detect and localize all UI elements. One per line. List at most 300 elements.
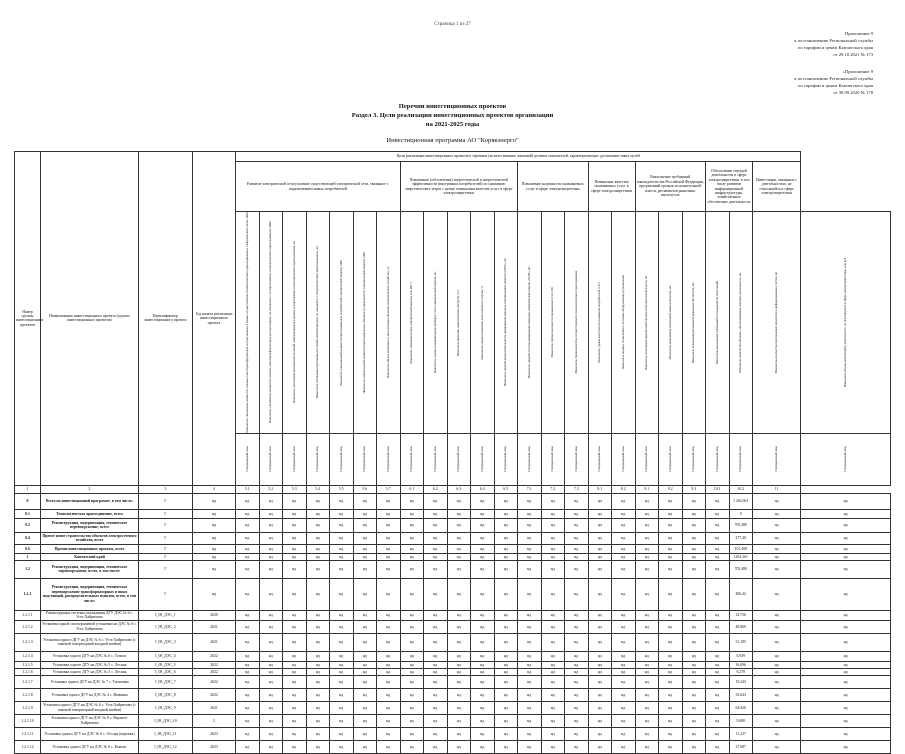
row-value-empty: нд xyxy=(330,610,354,620)
row-value-empty: нд xyxy=(518,675,542,688)
row-value-empty: нд xyxy=(635,493,659,509)
row-value-empty: нд xyxy=(612,675,636,688)
row-value-empty: нд xyxy=(635,668,659,675)
row-project-name: Установка одной газопоршневой установки на ДЭС № 6 с. Усть-Хайрюзово xyxy=(41,620,139,633)
column-number: 11 xyxy=(753,485,801,493)
row-value-empty: нд xyxy=(682,727,706,740)
row-value-empty: нд xyxy=(400,610,424,620)
row-value-empty: нд xyxy=(236,610,260,620)
row-value-empty: нд xyxy=(565,740,589,753)
row-value-empty: нд xyxy=(259,610,283,620)
row-value-empty: нд xyxy=(612,544,636,553)
row-value-empty: нд xyxy=(447,560,471,578)
row-value-empty: нд xyxy=(612,578,636,610)
plan-label-cell xyxy=(236,433,260,485)
row-value-empty: нд xyxy=(236,740,260,753)
row-value-empty: нд xyxy=(588,714,612,727)
row-project-id: I_08_ДЭС_2 xyxy=(139,620,193,633)
row-project-name: Установка одного ДГУ на ДЭС № 6 с. Оссора (кировка) xyxy=(41,727,139,740)
row-project-id: I_08_ДЭС_7 xyxy=(139,675,193,688)
plan-label-cell xyxy=(306,433,330,485)
row-value-empty: нд xyxy=(801,578,891,610)
row-value-empty: нд xyxy=(330,714,354,727)
row-value-empty: нд xyxy=(306,661,330,668)
row-value-empty: нд xyxy=(424,518,448,532)
row-value-empty: нд xyxy=(377,493,401,509)
row-value-empty: нд xyxy=(283,727,307,740)
row-value-empty: нд xyxy=(377,688,401,701)
row-value-empty: нд xyxy=(283,518,307,532)
row-value-empty: нд xyxy=(377,620,401,633)
row-value-empty: нд xyxy=(353,701,377,714)
indicator-header xyxy=(612,212,636,434)
appendix-line: по тарифам и ценам Камчатского края xyxy=(798,45,873,50)
row-project-id: I_08_ДЭС_9 xyxy=(139,701,193,714)
row-project-name: Установка одного ДГУ на ДЭС № 6 с. Каменс xyxy=(41,740,139,753)
row-value-empty: нд xyxy=(330,661,354,668)
row-value-empty: нд xyxy=(494,668,518,675)
row-value-empty: нд xyxy=(424,727,448,740)
indicator-description: Показатель максимальной мощности присоединяемых потребителей электрической энергии, МВт xyxy=(338,259,343,386)
row-value-empty: нд xyxy=(682,740,706,753)
row-value-empty: нд xyxy=(706,544,730,553)
plan-label-cell xyxy=(283,433,307,485)
plan-label: Утвержденный план xyxy=(244,446,249,473)
row-value-empty: нд xyxy=(518,509,542,518)
row-value-empty: нд xyxy=(565,651,589,661)
row-value-empty: нд xyxy=(353,688,377,701)
row-value-empty: нд xyxy=(330,493,354,509)
row-value-empty: нд xyxy=(283,560,307,578)
row-value-empty: нд xyxy=(353,668,377,675)
row-project-name: Реконструкция, модернизация, техническое перевооружение, всего xyxy=(41,518,139,532)
plan-label-cell xyxy=(659,433,683,485)
row-value-empty: нд xyxy=(588,532,612,544)
row-value-empty: нд xyxy=(330,701,354,714)
row-value-empty: нд xyxy=(306,509,330,518)
row-value-empty: нд xyxy=(306,610,330,620)
plan-label: Утвержденный план xyxy=(667,446,672,473)
row-value-empty: нд xyxy=(330,727,354,740)
plan-label: Утвержденный план xyxy=(526,446,531,473)
row-value-empty: нд xyxy=(682,620,706,633)
row-value-empty: нд xyxy=(377,578,401,610)
row-value-empty: нд xyxy=(565,727,589,740)
indicator-header xyxy=(447,212,471,434)
row-value-empty: нд xyxy=(283,553,307,560)
row-value-empty: нд xyxy=(447,544,471,553)
row-project-name: Установка одного ДГУ на ДЭС № 5 с. Лесная xyxy=(41,661,139,668)
row-value-10-2: 101,408 xyxy=(729,544,753,553)
row-value-empty: нд xyxy=(612,727,636,740)
indicator-header xyxy=(635,212,659,434)
row-value-empty: нд xyxy=(753,740,801,753)
row-value-empty: нд xyxy=(400,701,424,714)
row-start-year: 2023 xyxy=(193,727,236,740)
row-value-empty: нд xyxy=(801,560,891,578)
row-value-empty: нд xyxy=(801,544,891,553)
row-value-empty: нд xyxy=(447,714,471,727)
row-value-empty: нд xyxy=(682,518,706,532)
goal-group-header: Инвестиции, связанные с деятельностью, не относящейся к сфере электроэнергетики xyxy=(753,162,801,212)
row-value-empty: нд xyxy=(353,633,377,651)
appendix-line: к постановлению Региональной службы xyxy=(794,76,873,81)
indicator-description: Показатель максимальной мощности присоединяемых объектов по производству электрической энергии, МВт xyxy=(362,251,367,394)
row-value-empty: нд xyxy=(471,740,495,753)
row-value-empty: нд xyxy=(494,610,518,620)
header-goals-title: Цели реализации инвестиционных проектов в терминах (количественных значений) целевых показателей, характеризующих достижение таких целей xyxy=(236,152,801,162)
row-value-empty: нд xyxy=(565,688,589,701)
row-value-empty: нд xyxy=(259,675,283,688)
row-value-empty: нд xyxy=(565,544,589,553)
row-value-empty: нд xyxy=(471,544,495,553)
row-value-empty: нд xyxy=(588,701,612,714)
appendix-line: к постановлению Региональной службы xyxy=(794,38,873,43)
row-value-empty: нд xyxy=(330,651,354,661)
row-value-empty: нд xyxy=(541,727,565,740)
header-project-id: Идентификатор инвестиционного проекта xyxy=(139,152,193,486)
indicator-header xyxy=(236,212,260,434)
row-value-empty: нд xyxy=(612,493,636,509)
row-project-name: Реконструкция системы охлаждения ДГУ ДЭС № 6 с. Усть-Хайрюзово xyxy=(41,610,139,620)
row-value-empty: нд xyxy=(635,578,659,610)
row-value-empty: нд xyxy=(682,651,706,661)
row-value-empty: нд xyxy=(612,518,636,532)
row-value-empty: нд xyxy=(400,675,424,688)
row-value-empty: нд xyxy=(447,610,471,620)
row-value-empty: нд xyxy=(471,651,495,661)
row-value-empty: нд xyxy=(801,668,891,675)
row-value-empty: нд xyxy=(682,668,706,675)
row-value-empty: нд xyxy=(400,544,424,553)
row-value-empty: нд xyxy=(283,544,307,553)
row-value-empty: нд xyxy=(353,620,377,633)
row-value-empty: нд xyxy=(682,633,706,651)
row-project-name: Установка одного ДГУ на ДЭС № 5 с. Лесная xyxy=(41,668,139,675)
row-value-10-2: 33,643 xyxy=(729,688,753,701)
header-group-number: Номер группы инвестиционных проектов xyxy=(15,152,41,486)
row-value-empty: нд xyxy=(706,727,730,740)
indicator-header xyxy=(377,212,401,434)
indicator-description: Показатель количества программных продуктов и информационных систем, шт. xyxy=(773,271,778,374)
row-value-empty: нд xyxy=(377,740,401,753)
row-value-empty: нд xyxy=(635,661,659,668)
row-value-empty: нд xyxy=(588,651,612,661)
table-row xyxy=(15,714,891,727)
row-number: 1.2.1.3 xyxy=(15,633,41,651)
indicator-description: Показатель уровня качества осуществляемого технологического присоединения xyxy=(573,271,578,374)
row-value-empty: нд xyxy=(494,493,518,509)
row-value-empty: нд xyxy=(471,532,495,544)
row-value-empty: нд xyxy=(635,675,659,688)
row-value-empty: нд xyxy=(659,740,683,753)
indicator-description: Показатель снижения потерь электрической энергии, млн кВт·ч xyxy=(409,281,414,364)
row-value-empty: нд xyxy=(306,701,330,714)
row-value-empty: нд xyxy=(706,714,730,727)
plan-label-cell xyxy=(424,433,448,485)
plan-label: Утвержденный план xyxy=(597,446,602,473)
table-row xyxy=(15,544,891,553)
row-value-empty: нд xyxy=(353,714,377,727)
row-start-year: 2021 xyxy=(193,701,236,714)
row-value-empty: нд xyxy=(635,740,659,753)
row-value-empty: нд xyxy=(541,578,565,610)
row-value-empty: нд xyxy=(682,544,706,553)
row-value-empty: нд xyxy=(659,651,683,661)
row-value-empty: нд xyxy=(588,688,612,701)
row-value-empty: нд xyxy=(377,714,401,727)
row-value-empty: нд xyxy=(659,620,683,633)
column-number: 5.6 xyxy=(353,485,377,493)
row-value-10-2: 11,227 xyxy=(729,727,753,740)
row-value-empty: нд xyxy=(424,701,448,714)
row-value-empty: нд xyxy=(259,688,283,701)
row-project-id: I_08_ДЭС_11 xyxy=(139,727,193,740)
row-value-empty: нд xyxy=(353,651,377,661)
indicator-description: Показатель уровня качества обслуживания потребителей услуг xyxy=(597,282,602,363)
row-value-empty: нд xyxy=(541,714,565,727)
indicator-description: Показатель увеличения мощности силовых (авто)трансформаторов на подстанциях, не связанного с осуществлением технологического присоединения, МВА xyxy=(268,221,273,424)
row-value-empty: нд xyxy=(801,532,891,544)
plan-label: Утвержденный план xyxy=(503,446,508,473)
row-value-empty: нд xyxy=(306,493,330,509)
row-value-empty: нд xyxy=(236,560,260,578)
row-value-empty: нд xyxy=(494,651,518,661)
column-number: 5.4 xyxy=(306,485,330,493)
row-value-empty: нд xyxy=(659,578,683,610)
row-value-empty: нд xyxy=(753,553,801,560)
row-value-empty: нд xyxy=(283,620,307,633)
table-row xyxy=(15,668,891,675)
row-value-empty: нд xyxy=(283,675,307,688)
row-value-10-2: 9,680 xyxy=(729,714,753,727)
row-value-empty: нд xyxy=(400,668,424,675)
row-value-empty: нд xyxy=(635,544,659,553)
row-value-empty: нд xyxy=(400,661,424,668)
table-row xyxy=(15,493,891,509)
column-number: 7.2 xyxy=(541,485,565,493)
row-value-empty: нд xyxy=(706,740,730,753)
row-value-empty: нд xyxy=(283,668,307,675)
table-row xyxy=(15,675,891,688)
plan-label: Утвержденный план xyxy=(773,446,778,473)
row-value-empty: нд xyxy=(447,493,471,509)
row-number: 1.2.1 xyxy=(15,578,41,610)
column-number: 2 xyxy=(41,485,139,493)
appendix-current xyxy=(794,30,873,58)
investment-goals-table xyxy=(14,151,891,754)
row-value-empty: нд xyxy=(518,544,542,553)
row-value-empty: нд xyxy=(259,578,283,610)
row-value-empty: нд xyxy=(494,727,518,740)
row-value-empty: нд xyxy=(353,661,377,668)
row-value-empty: нд xyxy=(682,578,706,610)
row-value-empty: нд xyxy=(682,509,706,518)
row-value-empty: нд xyxy=(753,518,801,532)
row-value-empty: нд xyxy=(447,509,471,518)
row-number: 0 xyxy=(15,493,41,509)
row-value-empty: нд xyxy=(424,620,448,633)
plan-label: Утвержденный план xyxy=(362,446,367,473)
row-value-empty: нд xyxy=(565,610,589,620)
row-value-empty: нд xyxy=(706,633,730,651)
column-number: 5.1 xyxy=(236,485,260,493)
plan-label-cell xyxy=(753,433,801,485)
row-project-id: I_08_ДЭС_10 xyxy=(139,714,193,727)
row-value-empty: нд xyxy=(447,651,471,661)
row-value-empty: нд xyxy=(330,509,354,518)
row-value-empty: нд xyxy=(306,544,330,553)
row-start-year: нд xyxy=(193,518,236,532)
row-value-empty: нд xyxy=(330,668,354,675)
row-value-empty: нд xyxy=(400,633,424,651)
row-value-empty: нд xyxy=(259,633,283,651)
indicator-header xyxy=(259,212,283,434)
plan-label: Утвержденный план xyxy=(550,446,555,473)
row-value-empty: нд xyxy=(306,688,330,701)
indicator-description: Показатель увеличения протяженности линий электропередачи в рамках осуществления технологического присоединения, км xyxy=(291,241,296,404)
plan-label: Утвержденный план xyxy=(456,446,461,473)
row-value-empty: нд xyxy=(565,714,589,727)
row-value-empty: нд xyxy=(635,701,659,714)
column-number: 3 xyxy=(139,485,193,493)
row-value-empty: нд xyxy=(447,620,471,633)
row-number: 1.2.1.4 xyxy=(15,651,41,661)
row-value-empty: нд xyxy=(259,661,283,668)
row-value-empty: нд xyxy=(494,701,518,714)
row-value-empty: нд xyxy=(753,714,801,727)
row-value-empty: нд xyxy=(400,493,424,509)
row-value-empty: нд xyxy=(330,560,354,578)
goal-group-header: Развитие электрической сети/усиление существующей электрической сети, связанное с подключением новых потребителей xyxy=(236,162,401,212)
indicator-header xyxy=(729,212,753,434)
row-value-empty: нд xyxy=(706,651,730,661)
row-value-empty: нд xyxy=(612,553,636,560)
row-value-empty: нд xyxy=(236,493,260,509)
plan-label: Утвержденный план xyxy=(432,446,437,473)
row-value-empty: нд xyxy=(753,701,801,714)
row-value-empty: нд xyxy=(377,661,401,668)
goal-group-header: Повышение надежности оказываемых услуг в сфере электроэнергетики xyxy=(518,162,589,212)
row-project-id: Г xyxy=(139,560,193,578)
row-value-empty: нд xyxy=(659,661,683,668)
table-row xyxy=(15,509,891,518)
indicator-header xyxy=(682,212,706,434)
row-value-empty: нд xyxy=(635,610,659,620)
column-number: 5.3 xyxy=(283,485,307,493)
row-value-empty: нд xyxy=(706,518,730,532)
plan-label-cell xyxy=(259,433,283,485)
row-value-empty: нд xyxy=(588,727,612,740)
row-value-empty: нд xyxy=(400,727,424,740)
row-value-empty: нд xyxy=(541,518,565,532)
row-value-empty: нд xyxy=(471,493,495,509)
row-value-empty: нд xyxy=(471,578,495,610)
row-value-empty: нд xyxy=(753,668,801,675)
indicator-header xyxy=(588,212,612,434)
row-value-empty: нд xyxy=(471,701,495,714)
row-value-empty: нд xyxy=(377,560,401,578)
row-value-empty: нд xyxy=(801,688,891,701)
row-project-id: I_08_ДЭС_1 xyxy=(139,610,193,620)
row-value-empty: нд xyxy=(706,661,730,668)
row-value-empty: нд xyxy=(659,688,683,701)
indicator-description: Показатель количества объектов, обеспечивающих текущую деятельность, шт. xyxy=(738,272,743,373)
row-number: 1.2.1.2 xyxy=(15,620,41,633)
row-value-empty: нд xyxy=(424,661,448,668)
row-value-empty: нд xyxy=(447,532,471,544)
row-value-empty: нд xyxy=(259,701,283,714)
row-value-empty: нд xyxy=(588,578,612,610)
row-value-empty: нд xyxy=(447,675,471,688)
row-value-empty: нд xyxy=(353,560,377,578)
row-value-empty: нд xyxy=(306,651,330,661)
indicator-description: Показатель увеличения мощности силовых (авто)трансформаторов на подстанциях в рамках осуществления технологического присоединения к электрическим сетям, МВА xyxy=(244,212,249,433)
row-value-empty: нд xyxy=(494,518,518,532)
row-value-empty: нд xyxy=(682,688,706,701)
row-value-empty: нд xyxy=(682,560,706,578)
row-number: 0.6 xyxy=(15,544,41,553)
appendix-line: от 30.09.2020 № 178 xyxy=(833,90,873,95)
row-project-id: I_08_ДЭС_12 xyxy=(139,740,193,753)
row-value-empty: нд xyxy=(236,675,260,688)
row-value-empty: нд xyxy=(753,661,801,668)
plan-label-cell xyxy=(541,433,565,485)
row-value-empty: нд xyxy=(706,688,730,701)
row-value-10-2: 27,687 xyxy=(729,740,753,753)
row-number: 1.2.1.6 xyxy=(15,668,41,675)
row-value-empty: нд xyxy=(306,532,330,544)
table-row xyxy=(15,560,891,578)
row-value-empty: нд xyxy=(565,560,589,578)
row-value-empty: нд xyxy=(706,701,730,714)
plan-label: Утвержденный план xyxy=(479,446,484,473)
column-number: 5.7 xyxy=(377,485,401,493)
row-value-empty: нд xyxy=(659,493,683,509)
row-number: 1.2.1.10 xyxy=(15,714,41,727)
row-value-10-2: 705,480 xyxy=(729,560,753,578)
row-value-empty: нд xyxy=(377,544,401,553)
row-value-empty: нд xyxy=(753,620,801,633)
row-value-empty: нд xyxy=(400,509,424,518)
table-row xyxy=(15,553,891,560)
row-value-empty: нд xyxy=(306,620,330,633)
row-value-empty: нд xyxy=(447,553,471,560)
row-value-empty: нд xyxy=(801,727,891,740)
row-value-empty: нд xyxy=(682,553,706,560)
row-project-name: Установка одного ДГУ на ДЭС № 4 с. Вывенка xyxy=(41,688,139,701)
row-number: 1.2.1.7 xyxy=(15,675,41,688)
row-start-year: 2020 xyxy=(193,610,236,620)
row-project-name: Всего по инвестиционной программе, в том числе: xyxy=(41,493,139,509)
row-value-empty: нд xyxy=(330,544,354,553)
row-value-empty: нд xyxy=(424,610,448,620)
row-value-empty: нд xyxy=(565,668,589,675)
row-start-year: 2 xyxy=(193,714,236,727)
plan-label-cell xyxy=(588,433,612,485)
row-value-empty: нд xyxy=(541,493,565,509)
row-value-empty: нд xyxy=(447,740,471,753)
plan-label-cell xyxy=(612,433,636,485)
column-number: 4 xyxy=(193,485,236,493)
row-value-empty: нд xyxy=(377,633,401,651)
appendix-line: «Приложение 9 xyxy=(842,69,873,74)
indicator-header xyxy=(518,212,542,434)
row-value-empty: нд xyxy=(330,740,354,753)
row-number: 1.2.1.5 xyxy=(15,661,41,668)
row-value-empty: нд xyxy=(377,727,401,740)
row-value-empty: нд xyxy=(377,509,401,518)
